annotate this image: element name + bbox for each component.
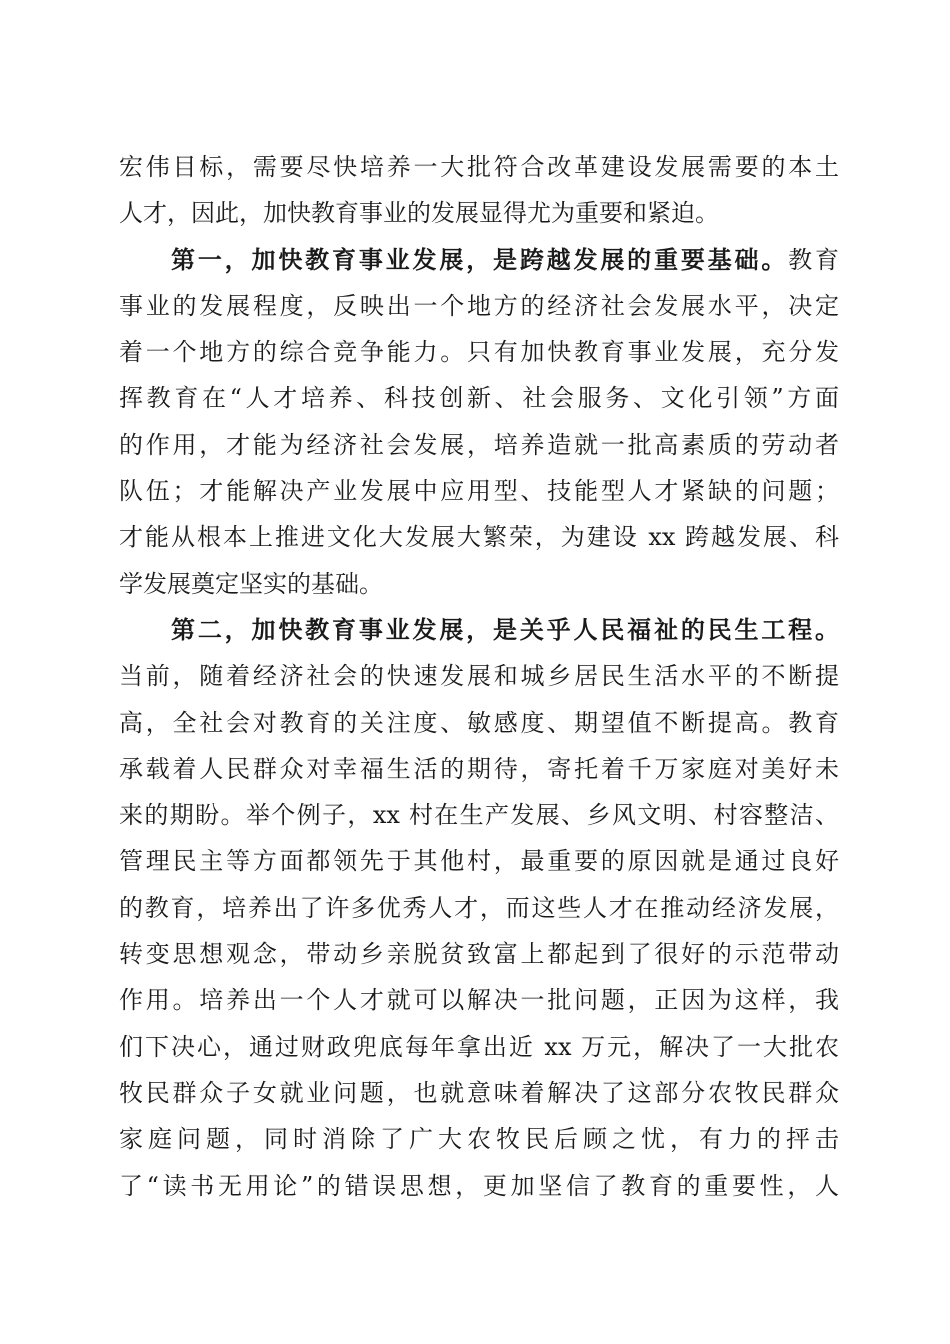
text-line: 转变思想观念，带动乡亲脱贫致富上都起到了很好的示范带动 [119,940,839,969]
text-line: 来的期盼。举个例子，xx 村在生产发展、乡风文明、村容整洁、 [119,801,839,830]
section-heading-1: 第一，加快教育事业发展，是跨越发展的重要基础。 [171,244,789,274]
text-line: 挥教育在“人才培养、科技创新、社会服务、文化引领”方面 [119,384,839,413]
text-line: 宏伟目标，需要尽快培养一大批符合改革建设发展需要的本土 [119,153,839,181]
text-line: 才能从根本上推进文化大发展大繁荣，为建设 xx 跨越发展、科 [119,523,839,552]
text-fragment: 教育 [788,245,840,274]
text-line: 事业的发展程度，反映出一个地方的经济社会发展水平，决定 [119,291,839,320]
text-line [119,237,839,283]
document-body [119,144,839,1209]
text-line: 队伍；才能解决产业发展中应用型、技能型人才紧缺的问题； [119,477,839,506]
text-line: 家庭问题，同时消除了广大农牧民后顾之忧，有力的抨击 [119,1125,839,1154]
text-line: 作用。培养出一个人才就可以解决一批问题，正因为这样，我 [119,986,839,1015]
text-line: 人才，因此，加快教育事业的发展显得尤为重要和紧迫。 [119,199,719,228]
text-line: 管理民主等方面都领先于其他村，最重要的原因就是通过良好 [119,847,839,876]
text-line: 牧民群众子女就业问题，也就意味着解决了这部分农牧民群众 [119,1078,839,1107]
text-line: 当前，随着经济社会的快速发展和城乡居民生活水平的不断提 [119,662,839,691]
text-line: 们下决心，通过财政兜底每年拿出近 xx 万元，解决了一大批农 [119,1032,839,1061]
text-line: 高，全社会对教育的关注度、敏感度、期望值不断提高。教育 [119,708,839,737]
text-line: 学发展奠定坚实的基础。 [119,569,383,598]
section-heading-2: 第二，加快教育事业发展，是关乎人民福祉的民生工程。 [171,614,839,644]
text-line: 的作用，才能为经济社会发展，培养造就一批高素质的劳动者 [119,430,839,459]
text-line: 承载着人民群众对幸福生活的期待，寄托着千万家庭对美好未 [119,754,839,783]
text-line: 着一个地方的综合竞争能力。只有加快教育事业发展，充分发 [119,338,839,367]
text-line [119,607,839,653]
text-line: 了“读书无用论”的错误思想，更加坚信了教育的重要性，人 [119,1171,839,1200]
text-line: 的教育，培养出了许多优秀人才，而这些人才在推动经济发展， [119,893,839,922]
